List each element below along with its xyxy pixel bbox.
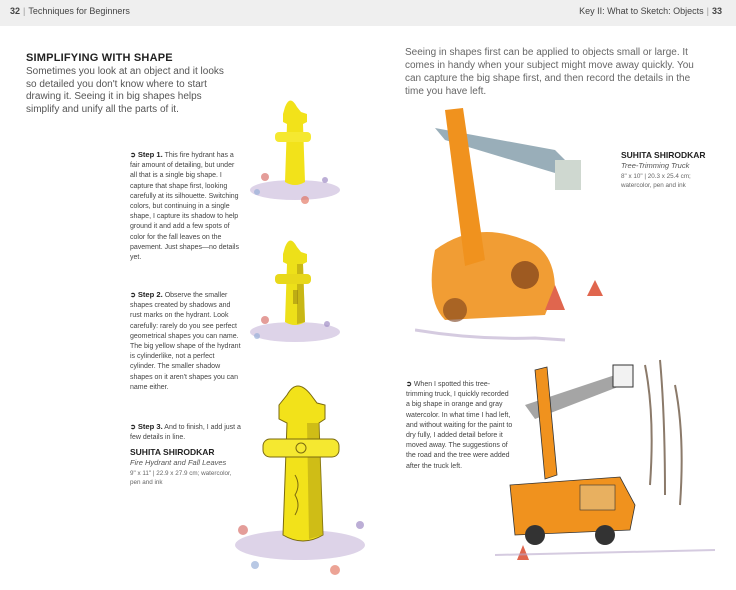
hydrant-step-2-illustration (245, 232, 355, 352)
right-intro-text: Seeing in shapes first can be applied to objects small or large. It comes in handy when your subject might move away quickly. You can capture the big shape first, and then record the details in the time you have left. (405, 47, 694, 97)
left-running-title: Techniques for Beginners (28, 6, 130, 16)
step-1-body: This fire hydrant has a fair amount of detailing, but under all that is a single big shape. I capture that shape first, looking carefully at its silhouette. Switching colors, but continuing in a single shape, I capture its shadow to help ground it and add a few spots of color for the fall leaves on the pavement. Just shapes—no details yet. (130, 152, 239, 262)
right-header: Key II: What to Sketch: Objects | 33 (579, 6, 722, 16)
hydrant-step-1-illustration (245, 92, 355, 212)
hydrant-step-3-illustration (225, 375, 385, 585)
hydrant-caption-title: Fire Hydrant and Fall Leaves (130, 458, 227, 467)
hydrant-caption-artist: SUHITA SHIRODKAR (130, 447, 215, 457)
hydrant-caption-meta: 9" x 11" | 22.9 x 27.9 cm; watercolor, pen and ink (130, 470, 232, 486)
truck-caption-meta: 8" x 10" | 20.3 x 25.4 cm; watercolor, pen and ink (621, 173, 691, 189)
truck-sketch-2-illustration (495, 355, 715, 570)
arrow-icon: ➲ (406, 381, 412, 388)
truck-note-body: When I spotted this tree-trimming truck, I quickly recorded a big shape in orange and gray watercolor. In what time I had left, and without waiting for the paint to dry fully, I added detail before it moved away. The suggestions of the road and the tree were added after the truck left. (406, 381, 513, 470)
section-intro: Sometimes you look at an object and it looks so detailed you don't know where to start drawing it. Seeing it in big shapes helps simplify and unify all the parts of it. (26, 66, 224, 115)
left-header: 32 | Techniques for Beginners (10, 6, 130, 16)
truck-sketch-1-illustration (415, 100, 615, 360)
left-page-number: 32 (10, 6, 21, 16)
right-page-number: 33 (711, 6, 722, 16)
truck-caption-title: Tree-Trimming Truck (621, 161, 690, 170)
step-2-label: Step 2. (137, 290, 163, 299)
right-running-title: Key II: What to Sketch: Objects (579, 6, 704, 16)
arrow-icon: ➲ (130, 152, 136, 159)
step-3-body: And to finish, I add just a few details in line. (130, 424, 241, 442)
step-1-label: Step 1. (137, 150, 163, 159)
truck-caption-artist: SUHITA SHIRODKAR (621, 150, 706, 160)
step-2-body: Observe the smaller shapes created by shadows and rust marks on the hydrant. Look carefully: rarely do you see perfect geometrical shapes you can name. The big yellow shape of the hydrant is cylinderlike, not a perfect cylinder. The smaller shadow shapes on it aren't shapes you can name either. (130, 292, 241, 391)
arrow-icon: ➲ (130, 292, 136, 299)
section-title: SIMPLIFYING WITH SHAPE (26, 52, 173, 64)
arrow-icon: ➲ (130, 424, 136, 431)
step-3-label: Step 3. (137, 422, 163, 431)
page-header (0, 0, 736, 26)
step-1-text (130, 150, 242, 263)
